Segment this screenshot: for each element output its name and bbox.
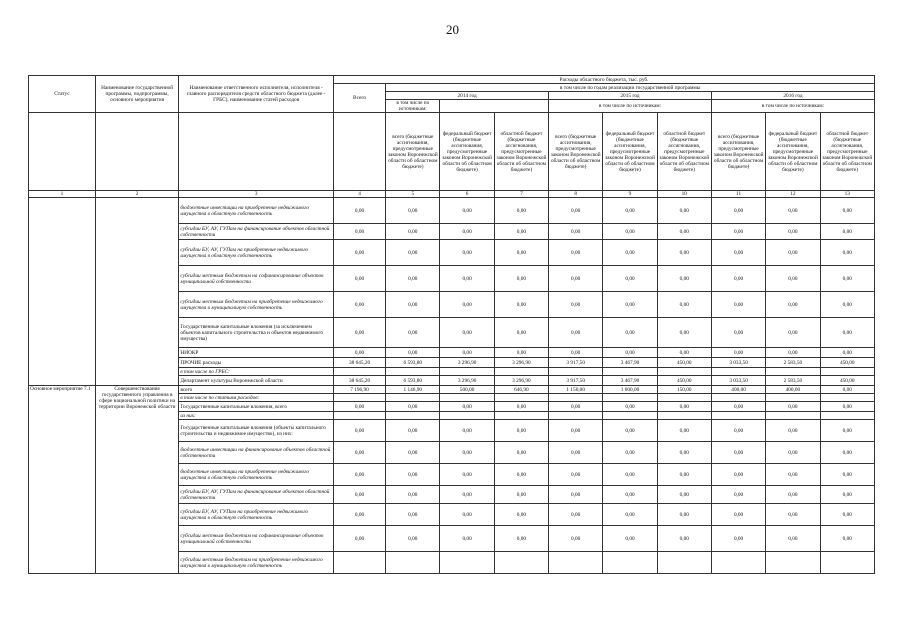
column-number-row [29,191,875,198]
row-label: бюджетные инвестиции на приобретение недвижимого имущества в областную собственность [179,198,334,224]
value-cell: 450,00 [820,358,874,368]
value-cell: 0,00 [494,486,548,504]
value-cell: 0,00 [333,292,385,318]
header-sources-2014: в том числе по источникам: [386,100,440,113]
value-cell: 0,00 [711,292,765,318]
column-number: 10 [657,191,711,198]
column-number: 11 [711,191,765,198]
value-cell: 6 593,80 [386,376,440,386]
value-cell: 0,00 [766,526,820,552]
value-cell: 0,00 [766,240,820,266]
value-cell: 0,00 [494,266,548,292]
value-cell: 0,00 [333,504,385,526]
column-number: 2 [95,191,179,198]
value-cell: 3 296,90 [494,376,548,386]
value-cell [766,368,820,376]
header-subcolumn-all: всего (бюджетные ассигнования, предусмотренные законом Воронежской области об областном бюджете) [386,113,440,191]
value-cell [549,368,603,376]
value-cell: 0,00 [657,486,711,504]
header-subcolumn-reg: областной бюджет (бюджетные ассигнования, предусмотренные законом Воронежской области об областном бюджете) [657,113,711,191]
value-cell: 0,00 [386,348,440,358]
row-label: субсидии БУ, АУ, ГУПам на финансирование объектов областной собственности [179,486,334,504]
header-sources-2016: в том числе по источникам: [711,100,874,113]
value-cell: 1 146,90 [386,386,440,394]
value-cell: 3 296,90 [440,358,494,368]
value-cell: 0,00 [603,526,657,552]
value-cell: 0,00 [333,348,385,358]
value-cell: 3 917,50 [549,376,603,386]
value-cell: 0,00 [386,420,440,442]
value-cell: 0,00 [820,504,874,526]
value-cell: 0,00 [766,292,820,318]
row-label: субсидии местным бюджетам на приобретение недвижимого имущества в муниципальную собственность [179,552,334,574]
value-cell: 3 033,50 [711,376,765,386]
value-cell: 0,00 [549,442,603,464]
value-cell: 0,00 [549,266,603,292]
value-cell: 0,00 [386,402,440,412]
value-cell: 0,00 [494,224,548,240]
value-cell [494,368,548,376]
value-cell: 0,00 [657,240,711,266]
value-cell: 0,00 [820,386,874,394]
value-cell: 0,00 [820,464,874,486]
value-cell: 1 150,00 [549,386,603,394]
value-cell [440,552,494,574]
value-cell [333,412,385,420]
value-cell: 0,00 [603,402,657,412]
header-year-2014: 2014 год [386,92,549,100]
header-total: Всего [333,84,385,113]
value-cell [603,552,657,574]
row-label: из них: [179,412,334,420]
value-cell: 0,00 [440,240,494,266]
value-cell: 3 467,90 [603,358,657,368]
value-cell: 0,00 [657,318,711,348]
value-cell: 0,00 [494,198,548,224]
value-cell: 0,00 [820,292,874,318]
column-number: 5 [386,191,440,198]
value-cell: 0,00 [549,348,603,358]
header-subcolumn-all: всего (бюджетные ассигнования, предусмотренные законом Воронежской области об областном бюджете) [549,113,603,191]
value-cell: 0,00 [386,464,440,486]
value-cell [657,368,711,376]
value-cell [386,394,440,402]
value-cell [603,394,657,402]
value-cell: 0,00 [657,464,711,486]
value-cell: 0,00 [333,318,385,348]
value-cell: 450,00 [657,358,711,368]
row-label: субсидии местным бюджетам на приобретение недвижимого имущества в муниципальную собственность [179,292,334,318]
value-cell [494,412,548,420]
value-cell: 0,00 [386,486,440,504]
value-cell: 0,00 [820,224,874,240]
value-cell: 0,00 [386,504,440,526]
value-cell: 0,00 [333,266,385,292]
row-label: Департамент культуры Воронежской области [179,376,334,386]
value-cell: 0,00 [657,504,711,526]
row-label: НИОКР [179,348,334,358]
row-label: субсидии местным бюджетам на софинансирование объектов муниципальной собственности [179,266,334,292]
table-body [29,76,875,574]
value-cell: 0,00 [711,486,765,504]
value-cell: 0,00 [820,198,874,224]
value-cell: 0,00 [494,240,548,266]
value-cell: 0,00 [766,198,820,224]
value-cell [820,394,874,402]
value-cell: 38 645,20 [333,376,385,386]
value-cell: 0,00 [549,318,603,348]
value-cell: 0,00 [386,266,440,292]
value-cell [711,394,765,402]
value-cell: 2 583,50 [766,376,820,386]
value-cell [333,552,385,574]
row-label: Государственные капитальные вложения, всего [179,402,334,412]
header-year-2016: 2016 год [711,92,874,100]
value-cell [549,552,603,574]
header-subcolumn-reg: областной бюджет (бюджетные ассигнования, предусмотренные законом Воронежской области об областном бюджете) [494,113,548,191]
event-name: Совершенствование государственного управления в сфере национальной политики на территории Воронежской области [95,386,179,574]
value-cell: 0,00 [440,402,494,412]
value-cell: 0,00 [711,504,765,526]
value-cell: 0,00 [603,442,657,464]
value-cell: 0,00 [549,526,603,552]
value-cell: 0,00 [549,292,603,318]
value-cell: 3 467,90 [603,376,657,386]
value-cell: 0,00 [386,292,440,318]
value-cell [494,552,548,574]
value-cell: 0,00 [440,292,494,318]
value-cell: 0,00 [440,198,494,224]
value-cell: 0,00 [549,198,603,224]
value-cell [820,412,874,420]
header-status: Статус [29,76,96,113]
header-subcolumn-fed: федеральный бюджет (бюджетные ассигнования, предусмотренные законом Воронежской области об областном бюджете) [440,113,494,191]
value-cell: 3 296,90 [494,358,548,368]
value-cell: 0,00 [657,348,711,358]
column-number: 9 [603,191,657,198]
value-cell: 0,00 [440,442,494,464]
value-cell: 0,00 [603,292,657,318]
row-label: Государственные капитальные вложения (объекты капитального строительства и недвижимое имущество), из них: [179,420,334,442]
header-year-2015: 2015 год [549,92,712,100]
value-cell: 0,00 [657,402,711,412]
value-cell: 0,00 [333,420,385,442]
header-sources-2015: в том числе по источникам: [549,100,712,113]
row-label: субсидии местным бюджетам на софинансирование объектов муниципальной собственности [179,526,334,552]
value-cell: 0,00 [549,402,603,412]
value-cell: 0,00 [494,348,548,358]
value-cell [766,394,820,402]
value-cell [386,368,440,376]
row-label: субсидии БУ, АУ, ГУПам на приобретение недвижимого имущества в областную собственность [179,504,334,526]
value-cell: 0,00 [603,504,657,526]
value-cell: 0,00 [711,266,765,292]
value-cell: 0,00 [603,420,657,442]
header-expenses: Расходы областного бюджета, тыс. руб. [333,76,874,84]
value-cell: 0,00 [603,486,657,504]
value-cell: 0,00 [820,420,874,442]
header-subcolumn-fed: федеральный бюджет (бюджетные ассигнования, предусмотренные законом Воронежской области об областном бюджете) [603,113,657,191]
value-cell: 0,00 [766,318,820,348]
value-cell [386,552,440,574]
value-cell: 0,00 [657,420,711,442]
value-cell: 0,00 [440,526,494,552]
value-cell: 6 593,80 [386,358,440,368]
row-label: субсидии БУ, АУ, ГУПам на финансирование объектов областной собственности [179,224,334,240]
value-cell: 0,00 [549,486,603,504]
value-cell [657,412,711,420]
value-cell: 0,00 [549,240,603,266]
value-cell: 0,00 [711,442,765,464]
value-cell: 0,00 [766,442,820,464]
value-cell: 0,00 [766,266,820,292]
column-number: 7 [494,191,548,198]
column-number: 4 [333,191,385,198]
value-cell: 0,00 [386,318,440,348]
value-cell: 0,00 [657,526,711,552]
name-cell [95,198,179,386]
value-cell: 0,00 [766,224,820,240]
header-subcolumn-reg: областной бюджет (бюджетные ассигнования, предусмотренные законом Воронежской области об областном бюджете) [820,113,874,191]
value-cell: 0,00 [657,224,711,240]
value-cell: 0,00 [603,224,657,240]
value-cell: 400,00 [711,386,765,394]
column-number: 8 [549,191,603,198]
value-cell: 0,00 [440,464,494,486]
value-cell: 0,00 [766,402,820,412]
value-cell [766,552,820,574]
value-cell: 150,00 [657,386,711,394]
page-number: 20 [446,22,459,37]
value-cell: 0,00 [549,420,603,442]
value-cell [766,412,820,420]
value-cell: 0,00 [333,224,385,240]
header-executor: Наименование ответственного исполнителя, исполнителя - главного распорядителя средств областного бюджета (далее - ГРБС), наименование статей расходов [179,76,334,113]
value-cell: 0,00 [549,464,603,486]
value-cell: 0,00 [820,318,874,348]
row-label: ПРОЧИЕ расходы [179,358,334,368]
value-cell: 0,00 [820,402,874,412]
value-cell: 0,00 [440,420,494,442]
column-number: 13 [820,191,874,198]
value-cell [820,552,874,574]
row-label: бюджетные инвестиции на приобретение недвижимого имущества в областную собственность [179,464,334,486]
value-cell: 0,00 [333,402,385,412]
value-cell: 0,00 [766,486,820,504]
column-number: 6 [440,191,494,198]
value-cell: 0,00 [494,318,548,348]
value-cell: 0,00 [603,198,657,224]
value-cell: 0,00 [820,240,874,266]
row-label: Государственные капитальные вложения (за исключением объектов капитального строительства и объектов недвижимого имущества) [179,318,334,348]
header-subcolumn-fed: федеральный бюджет (бюджетные ассигнования, предусмотренные законом Воронежской области об областном бюджете) [766,113,820,191]
budget-table [28,75,875,574]
value-cell: 0,00 [386,526,440,552]
value-cell: 450,00 [820,376,874,386]
value-cell: 0,00 [333,486,385,504]
value-cell [603,412,657,420]
value-cell: 0,00 [494,526,548,552]
row-label: субсидии БУ, АУ, ГУПам на приобретение недвижимого имущества в областную собственность [179,240,334,266]
value-cell: 0,00 [386,240,440,266]
row-label: всего [179,386,334,394]
value-cell: 0,00 [711,318,765,348]
value-cell: 0,00 [549,224,603,240]
value-cell: 500,00 [440,386,494,394]
value-cell [603,368,657,376]
value-cell: 0,00 [766,348,820,358]
value-cell: 0,00 [603,464,657,486]
value-cell [386,412,440,420]
value-cell: 0,00 [440,486,494,504]
event-status: Основное мероприятие 7.1 [29,386,96,574]
value-cell [549,394,603,402]
value-cell [657,552,711,574]
value-cell: 0,00 [766,464,820,486]
value-cell [711,368,765,376]
value-cell [440,412,494,420]
value-cell: 0,00 [333,198,385,224]
value-cell: 0,00 [766,420,820,442]
value-cell [711,552,765,574]
table-row [29,386,875,394]
value-cell: 0,00 [549,504,603,526]
value-cell [333,368,385,376]
header-subcolumns-row [29,113,875,191]
value-cell: 0,00 [494,504,548,526]
value-cell: 0,00 [603,266,657,292]
value-cell: 0,00 [820,348,874,358]
value-cell [440,368,494,376]
value-cell: 450,00 [657,376,711,386]
value-cell: 0,00 [657,198,711,224]
value-cell: 0,00 [494,402,548,412]
value-cell: 0,00 [820,266,874,292]
value-cell: 0,00 [440,348,494,358]
value-cell: 0,00 [386,198,440,224]
value-cell: 0,00 [711,464,765,486]
value-cell: 0,00 [603,240,657,266]
value-cell: 0,00 [386,224,440,240]
header-by-years: в том числе по годам реализации государственной программы [386,84,875,92]
row-label: в том числе по статьям расходов: [179,394,334,402]
value-cell: 0,00 [711,402,765,412]
value-cell: 3 296,90 [440,376,494,386]
header-name: Наименование государственной программы, подпрограммы, основного мероприятия [95,76,179,113]
value-cell: 0,00 [603,318,657,348]
value-cell [333,394,385,402]
table-row [29,198,875,224]
value-cell: 7 196,90 [333,386,385,394]
value-cell: 0,00 [440,266,494,292]
value-cell: 0,00 [333,526,385,552]
value-cell: 0,00 [820,486,874,504]
value-cell: 0,00 [766,504,820,526]
value-cell: 0,00 [333,464,385,486]
status-cell [29,198,96,386]
value-cell: 0,00 [494,442,548,464]
value-cell: 2 583,50 [766,358,820,368]
row-label: бюджетные инвестиции на финансирование объектов областной собственности [179,442,334,464]
column-number: 3 [179,191,334,198]
value-cell: 0,00 [386,442,440,464]
value-cell: 0,00 [603,348,657,358]
value-cell [549,412,603,420]
column-number: 1 [29,191,96,198]
header-subcolumn-all: всего (бюджетные ассигнования, предусмотренные законом Воронежской области об областном бюджете) [711,113,765,191]
value-cell: 0,00 [440,224,494,240]
value-cell: 0,00 [711,420,765,442]
value-cell: 0,00 [711,198,765,224]
value-cell: 0,00 [494,464,548,486]
value-cell: 38 645,20 [333,358,385,368]
value-cell: 0,00 [440,318,494,348]
value-cell: 0,00 [494,292,548,318]
value-cell: 1 000,00 [603,386,657,394]
value-cell: 0,00 [820,526,874,552]
value-cell: 0,00 [711,526,765,552]
value-cell [657,394,711,402]
value-cell: 0,00 [711,240,765,266]
value-cell: 0,00 [494,420,548,442]
value-cell [440,394,494,402]
column-number: 12 [766,191,820,198]
value-cell: 0,00 [657,266,711,292]
row-label: в том числе по ГРБС: [179,368,334,376]
value-cell [820,368,874,376]
value-cell: 0,00 [711,348,765,358]
value-cell: 400,00 [766,386,820,394]
value-cell: 3 917,50 [549,358,603,368]
value-cell: 0,00 [711,224,765,240]
value-cell [494,394,548,402]
value-cell [711,412,765,420]
value-cell: 0,00 [333,442,385,464]
value-cell: 3 033,50 [711,358,765,368]
value-cell: 0,00 [657,292,711,318]
value-cell: 0,00 [440,504,494,526]
value-cell: 646,90 [494,386,548,394]
value-cell: 0,00 [820,442,874,464]
value-cell: 0,00 [657,442,711,464]
value-cell: 0,00 [333,240,385,266]
header-sources-2014-b [440,100,549,113]
